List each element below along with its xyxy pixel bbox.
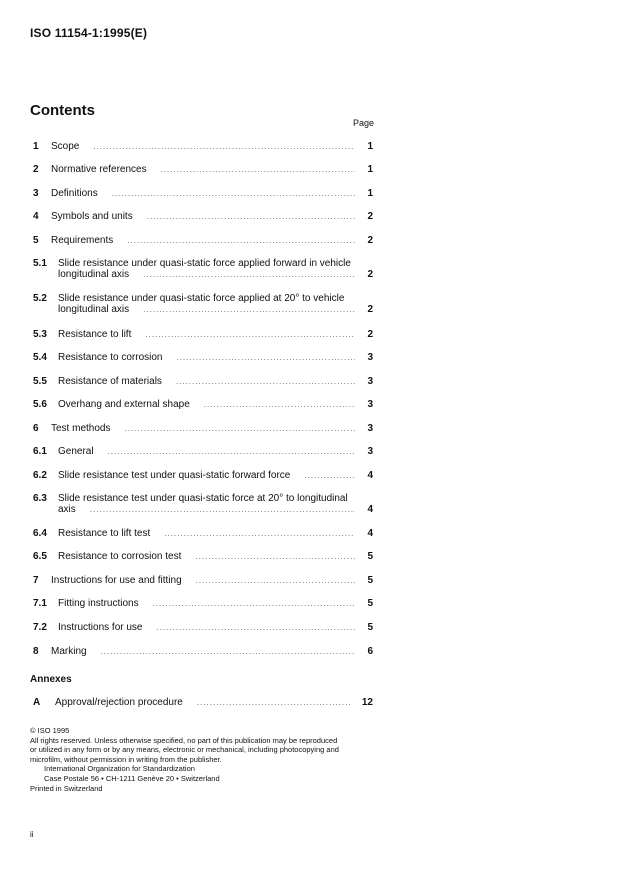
toc-entry-number: 7	[33, 575, 39, 586]
leader-dots	[197, 697, 351, 708]
toc-entry-title: Definitions	[51, 188, 98, 199]
toc-entry-page: 2	[367, 329, 373, 340]
leader-dots	[112, 188, 355, 199]
toc-entry-title: Marking	[51, 646, 87, 657]
toc-entry-title-line2: longitudinal axis	[58, 304, 130, 315]
toc-entry-number: 1	[33, 141, 39, 152]
toc-entry-4[interactable]	[33, 211, 373, 222]
leader-dots	[145, 329, 355, 340]
toc-entry-number: 6.4	[33, 528, 47, 539]
toc-entry-number: 5.4	[33, 352, 47, 363]
toc-entry-title: Slide resistance test under quasi-static forward force	[58, 470, 291, 481]
copyright-line: or utilized in any form or by any means, electronic or mechanical, including photocopying and	[30, 745, 339, 755]
toc-entry-page: 3	[367, 423, 373, 434]
toc-entry-8[interactable]	[33, 646, 373, 657]
leader-dots	[143, 304, 355, 315]
toc-entry-number: 7.2	[33, 622, 47, 633]
document-id: ISO 11154-1:1995(E)	[30, 26, 148, 40]
toc-entry-title: Overhang and external shape	[58, 399, 190, 410]
toc-entry-6-3[interactable]	[33, 493, 373, 515]
leader-dots	[90, 504, 355, 515]
toc-entry-page: 1	[367, 141, 373, 152]
toc-entry-5[interactable]	[33, 235, 373, 246]
toc-entry-number: 8	[33, 646, 39, 657]
leader-dots	[156, 622, 355, 633]
toc-entry-title-line2: longitudinal axis	[58, 269, 130, 280]
toc-entry-5-1[interactable]	[33, 258, 373, 280]
toc-entry-page: 1	[367, 188, 373, 199]
toc-entry-page: 5	[367, 551, 373, 562]
printed-in: Printed in Switzerland	[30, 783, 103, 793]
toc-entry-5-5[interactable]	[33, 376, 373, 387]
toc-entry-6-4[interactable]	[33, 528, 373, 539]
leader-dots	[143, 269, 355, 280]
toc-entry-title-line1: Slide resistance test under quasi-static force at 20° to longitudinal	[58, 493, 348, 504]
toc-entry-number: 6.2	[33, 470, 47, 481]
leader-dots	[164, 528, 355, 539]
toc-entry-page: 5	[367, 598, 373, 609]
leader-dots	[195, 551, 355, 562]
toc-entry-number: 5	[33, 235, 39, 246]
leader-dots	[147, 211, 355, 222]
toc-entry-title: General	[58, 446, 94, 457]
toc-entry-title: Instructions for use and fitting	[51, 575, 182, 586]
leader-dots	[161, 164, 355, 175]
leader-dots	[204, 399, 355, 410]
toc-entry-6-5[interactable]	[33, 551, 373, 562]
toc-entry-title: Resistance to corrosion	[58, 352, 163, 363]
toc-entry-5-3[interactable]	[33, 329, 373, 340]
toc-entry-title: Symbols and units	[51, 211, 133, 222]
toc-entry-title: Resistance to corrosion test	[58, 551, 182, 562]
toc-entry-number: 5.3	[33, 329, 47, 340]
leader-dots	[124, 423, 355, 434]
toc-entry-1[interactable]	[33, 141, 373, 152]
toc-entry-title-line2: axis	[58, 504, 76, 515]
toc-entry-title: Instructions for use	[58, 622, 143, 633]
toc-entry-title-line1: Slide resistance under quasi-static force applied at 20° to vehicle	[58, 293, 345, 304]
toc-entry-6[interactable]	[33, 423, 373, 434]
leader-dots	[127, 235, 355, 246]
toc-entry-page: 4	[367, 504, 373, 515]
toc-entry-page: 2	[367, 235, 373, 246]
toc-entry-number: 6.5	[33, 551, 47, 562]
toc-entry-page: 5	[367, 575, 373, 586]
toc-entry-title-line1: Slide resistance under quasi-static force applied forward in vehicle	[58, 258, 351, 269]
toc-entry-number: 6	[33, 423, 39, 434]
leader-dots	[196, 575, 355, 586]
toc-entry-page: 6	[367, 646, 373, 657]
toc-entry-7[interactable]	[33, 575, 373, 586]
copyright-line: microfilm, without permission in writing from the publisher.	[30, 754, 222, 764]
page-number: ii	[30, 830, 34, 839]
toc-entry-number: A	[33, 697, 41, 708]
toc-entry-number: 4	[33, 211, 39, 222]
toc-entry-3[interactable]	[33, 188, 373, 199]
toc-entry-2[interactable]	[33, 164, 373, 175]
toc-entry-page: 12	[361, 697, 373, 708]
toc-entry-number: 5.6	[33, 399, 47, 410]
toc-entry-title: Normative references	[51, 164, 147, 175]
leader-dots	[153, 598, 355, 609]
publisher-address: Case Postale 56 • CH-1211 Genève 20 • Switzerland	[44, 773, 220, 783]
toc-entry-page: 2	[367, 304, 373, 315]
toc-entry-number: 3	[33, 188, 39, 199]
toc-entry-number: 2	[33, 164, 39, 175]
page-column-label: Page	[353, 118, 375, 128]
leader-dots	[101, 646, 355, 657]
toc-entry-number: 5.5	[33, 376, 47, 387]
toc-entry-5-4[interactable]	[33, 352, 373, 363]
toc-entry-6-2[interactable]	[33, 470, 373, 481]
toc-entry-number: 5.1	[33, 258, 47, 269]
toc-entry-number: 5.2	[33, 293, 47, 304]
leader-dots	[93, 141, 355, 152]
leader-dots	[108, 446, 355, 457]
toc-entry-6-1[interactable]	[33, 446, 373, 457]
toc-entry-title: Test methods	[51, 423, 111, 434]
copyright-notice	[30, 726, 380, 793]
toc-entry-page: 5	[367, 622, 373, 633]
toc-annex-a[interactable]	[33, 697, 373, 708]
copyright-line: All rights reserved. Unless otherwise specified, no part of this publication may be reproduced	[30, 735, 338, 745]
toc-entry-title: Resistance of materials	[58, 376, 162, 387]
toc-entry-title: Fitting instructions	[58, 598, 139, 609]
toc-entry-page: 1	[367, 164, 373, 175]
toc-entry-page: 4	[367, 470, 373, 481]
toc-entry-title: Requirements	[51, 235, 114, 246]
toc-entry-5-2[interactable]	[33, 293, 373, 315]
leader-dots	[176, 376, 355, 387]
toc-entry-title: Scope	[51, 141, 80, 152]
toc-entry-7-2[interactable]	[33, 622, 373, 633]
toc-entry-page: 2	[367, 269, 373, 280]
copyright-line: © ISO 1995	[30, 726, 70, 735]
toc-entry-number: 6.1	[33, 446, 47, 457]
leader-dots	[177, 352, 356, 363]
publisher-name: International Organization for Standardization	[44, 764, 195, 774]
toc-entry-page: 3	[367, 446, 373, 457]
toc-entry-title: Approval/rejection procedure	[55, 697, 183, 708]
toc-entry-5-6[interactable]	[33, 399, 373, 410]
toc-entry-title: Resistance to lift test	[58, 528, 151, 539]
toc-entry-page: 3	[367, 399, 373, 410]
leader-dots	[304, 470, 355, 481]
toc-entry-page: 3	[367, 376, 373, 387]
toc-entry-page: 4	[367, 528, 373, 539]
toc-entry-page: 2	[367, 211, 373, 222]
toc-entry-number: 7.1	[33, 598, 47, 609]
annexes-heading: Annexes	[30, 674, 72, 685]
toc-entry-number: 6.3	[33, 493, 47, 504]
toc-entry-title: Resistance to lift	[58, 329, 132, 340]
toc-entry-7-1[interactable]	[33, 598, 373, 609]
toc-entry-page: 3	[367, 352, 373, 363]
contents-heading: Contents	[30, 102, 95, 119]
